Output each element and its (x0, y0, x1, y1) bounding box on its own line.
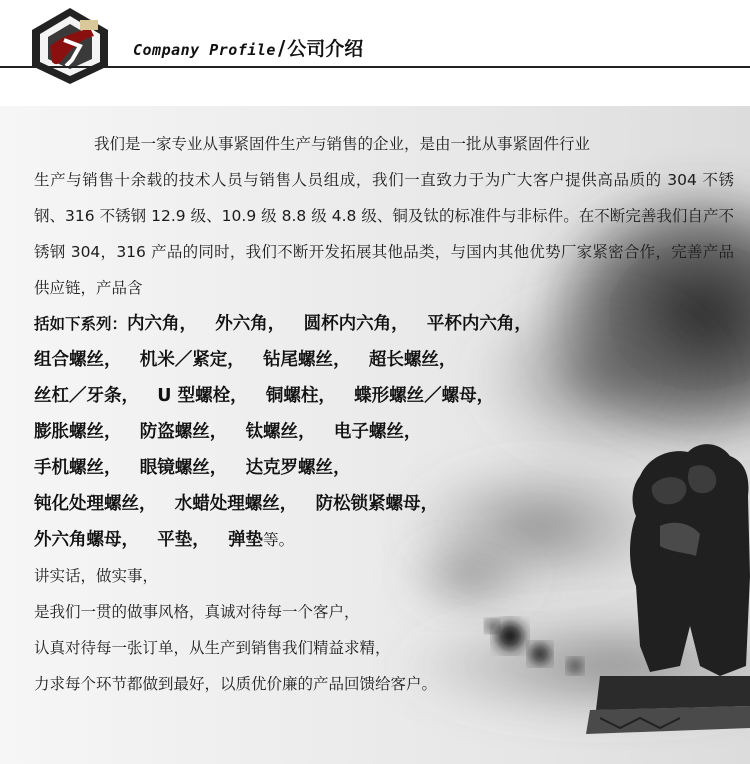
product-separator: ， (179, 314, 198, 334)
motto-line: 力求每个环节都做到最好，以质优价廉的产品回馈给客户。 (34, 675, 438, 693)
product-item: 电子螺丝 (333, 422, 404, 442)
title-english: Company Profile (133, 41, 276, 59)
product-separator: ， (391, 314, 409, 334)
product-separator: ， (514, 314, 532, 334)
product-series-line (34, 486, 734, 522)
motto-line: 讲实话，做实事， (34, 567, 159, 585)
product-series-line (34, 414, 734, 450)
product-item: 平垫 (157, 530, 193, 550)
product-item: 内六角 (127, 314, 180, 334)
product-item: 钝化处理螺丝 (34, 494, 139, 514)
product-item: U 型螺栓 (157, 386, 231, 406)
product-separator: ， (104, 422, 122, 442)
product-item: 组合螺丝 (34, 350, 104, 370)
etc-text: 等。 (263, 531, 295, 549)
intro-line: 供高品质的 304 不锈钢、316 不锈钢 12.9 级、10.9 级 8.8 级 4.8 级、铜及钛的 (34, 171, 734, 225)
header-divider (0, 66, 750, 68)
product-separator: ， (209, 422, 228, 442)
product-separator: ， (227, 350, 245, 370)
series-label: 括如下系列： (34, 315, 128, 333)
product-item: 丝杠／牙条 (34, 386, 122, 406)
product-item: 铜螺柱 (265, 386, 319, 406)
product-item: 外六角 (215, 314, 268, 334)
product-separator: ， (209, 458, 228, 478)
header-title (133, 34, 363, 61)
product-item: 超长螺丝 (368, 350, 439, 370)
product-item: 机米／紧定 (139, 350, 228, 370)
motto-paragraph (34, 558, 734, 702)
motto-line: 是我们一贯的做事风格，真诚对待每一个客户， (34, 603, 360, 621)
product-separator: ， (104, 458, 122, 478)
product-separator: ， (230, 386, 248, 406)
product-separator: ， (121, 530, 139, 550)
intro-paragraph (34, 126, 734, 306)
product-item: 平杯内六角 (426, 314, 515, 334)
intro-line: 生产与销售十余载的技术人员与销售人员组成，我们一直致力于为广大客户提 (34, 171, 582, 189)
product-item: 弹垫 (228, 530, 264, 550)
intro-line: 开发拓展其他品类，与国内其他优势厂家紧密合作，完善产品供应链，产品含 (34, 243, 734, 297)
product-separator: ， (333, 458, 351, 478)
product-series-line (34, 378, 734, 414)
product-item: 钛螺丝 (245, 422, 299, 442)
product-item: 水蜡处理螺丝 (174, 494, 280, 514)
product-separator: ， (267, 314, 286, 334)
product-series-line (34, 522, 734, 558)
product-separator: ， (139, 494, 157, 514)
product-series-line (34, 450, 734, 486)
product-item: 钻尾螺丝 (263, 350, 334, 370)
profile-content (34, 126, 734, 702)
product-item: 眼镜螺丝 (139, 458, 210, 478)
product-separator: ， (333, 350, 351, 370)
product-series-list (34, 306, 734, 558)
product-separator: ， (298, 422, 316, 442)
product-item: 手机螺丝 (34, 458, 104, 478)
product-separator: ， (192, 530, 210, 550)
product-item: 蝶形螺丝／螺母 (354, 386, 477, 406)
product-separator: ， (279, 494, 298, 514)
product-separator: ， (104, 350, 122, 370)
product-item: 防盗螺丝 (139, 422, 210, 442)
motto-line: 认真对待每一张订单，从生产到销售我们精益求精， (34, 639, 391, 657)
page-header (0, 0, 750, 82)
product-separator: ， (476, 386, 495, 406)
product-separator: ， (420, 494, 439, 514)
brand-logo (20, 6, 120, 84)
product-item: 达克罗螺丝 (245, 458, 334, 478)
product-item: 圆杯内六角 (303, 314, 392, 334)
product-separator: ， (121, 386, 139, 406)
intro-line: 标准件与非标件。在不断完善我们自产不锈钢 304，316 产品的同时，我们不断 (34, 207, 734, 261)
product-series-line (34, 306, 734, 342)
title-separator: / (277, 36, 286, 60)
product-separator: ， (318, 386, 336, 406)
intro-line: 我们是一家专业从事紧固件生产与销售的企业，是由一批从事紧固件行业 (94, 135, 591, 153)
product-item: 外六角螺母 (34, 530, 122, 550)
product-separator: ， (438, 350, 457, 370)
product-item: 膨胀螺丝 (34, 422, 104, 442)
title-chinese: 公司介绍 (287, 38, 364, 60)
product-series-line (34, 342, 734, 378)
product-separator: ， (403, 422, 422, 442)
product-item: 防松锁紧螺母 (315, 494, 421, 514)
